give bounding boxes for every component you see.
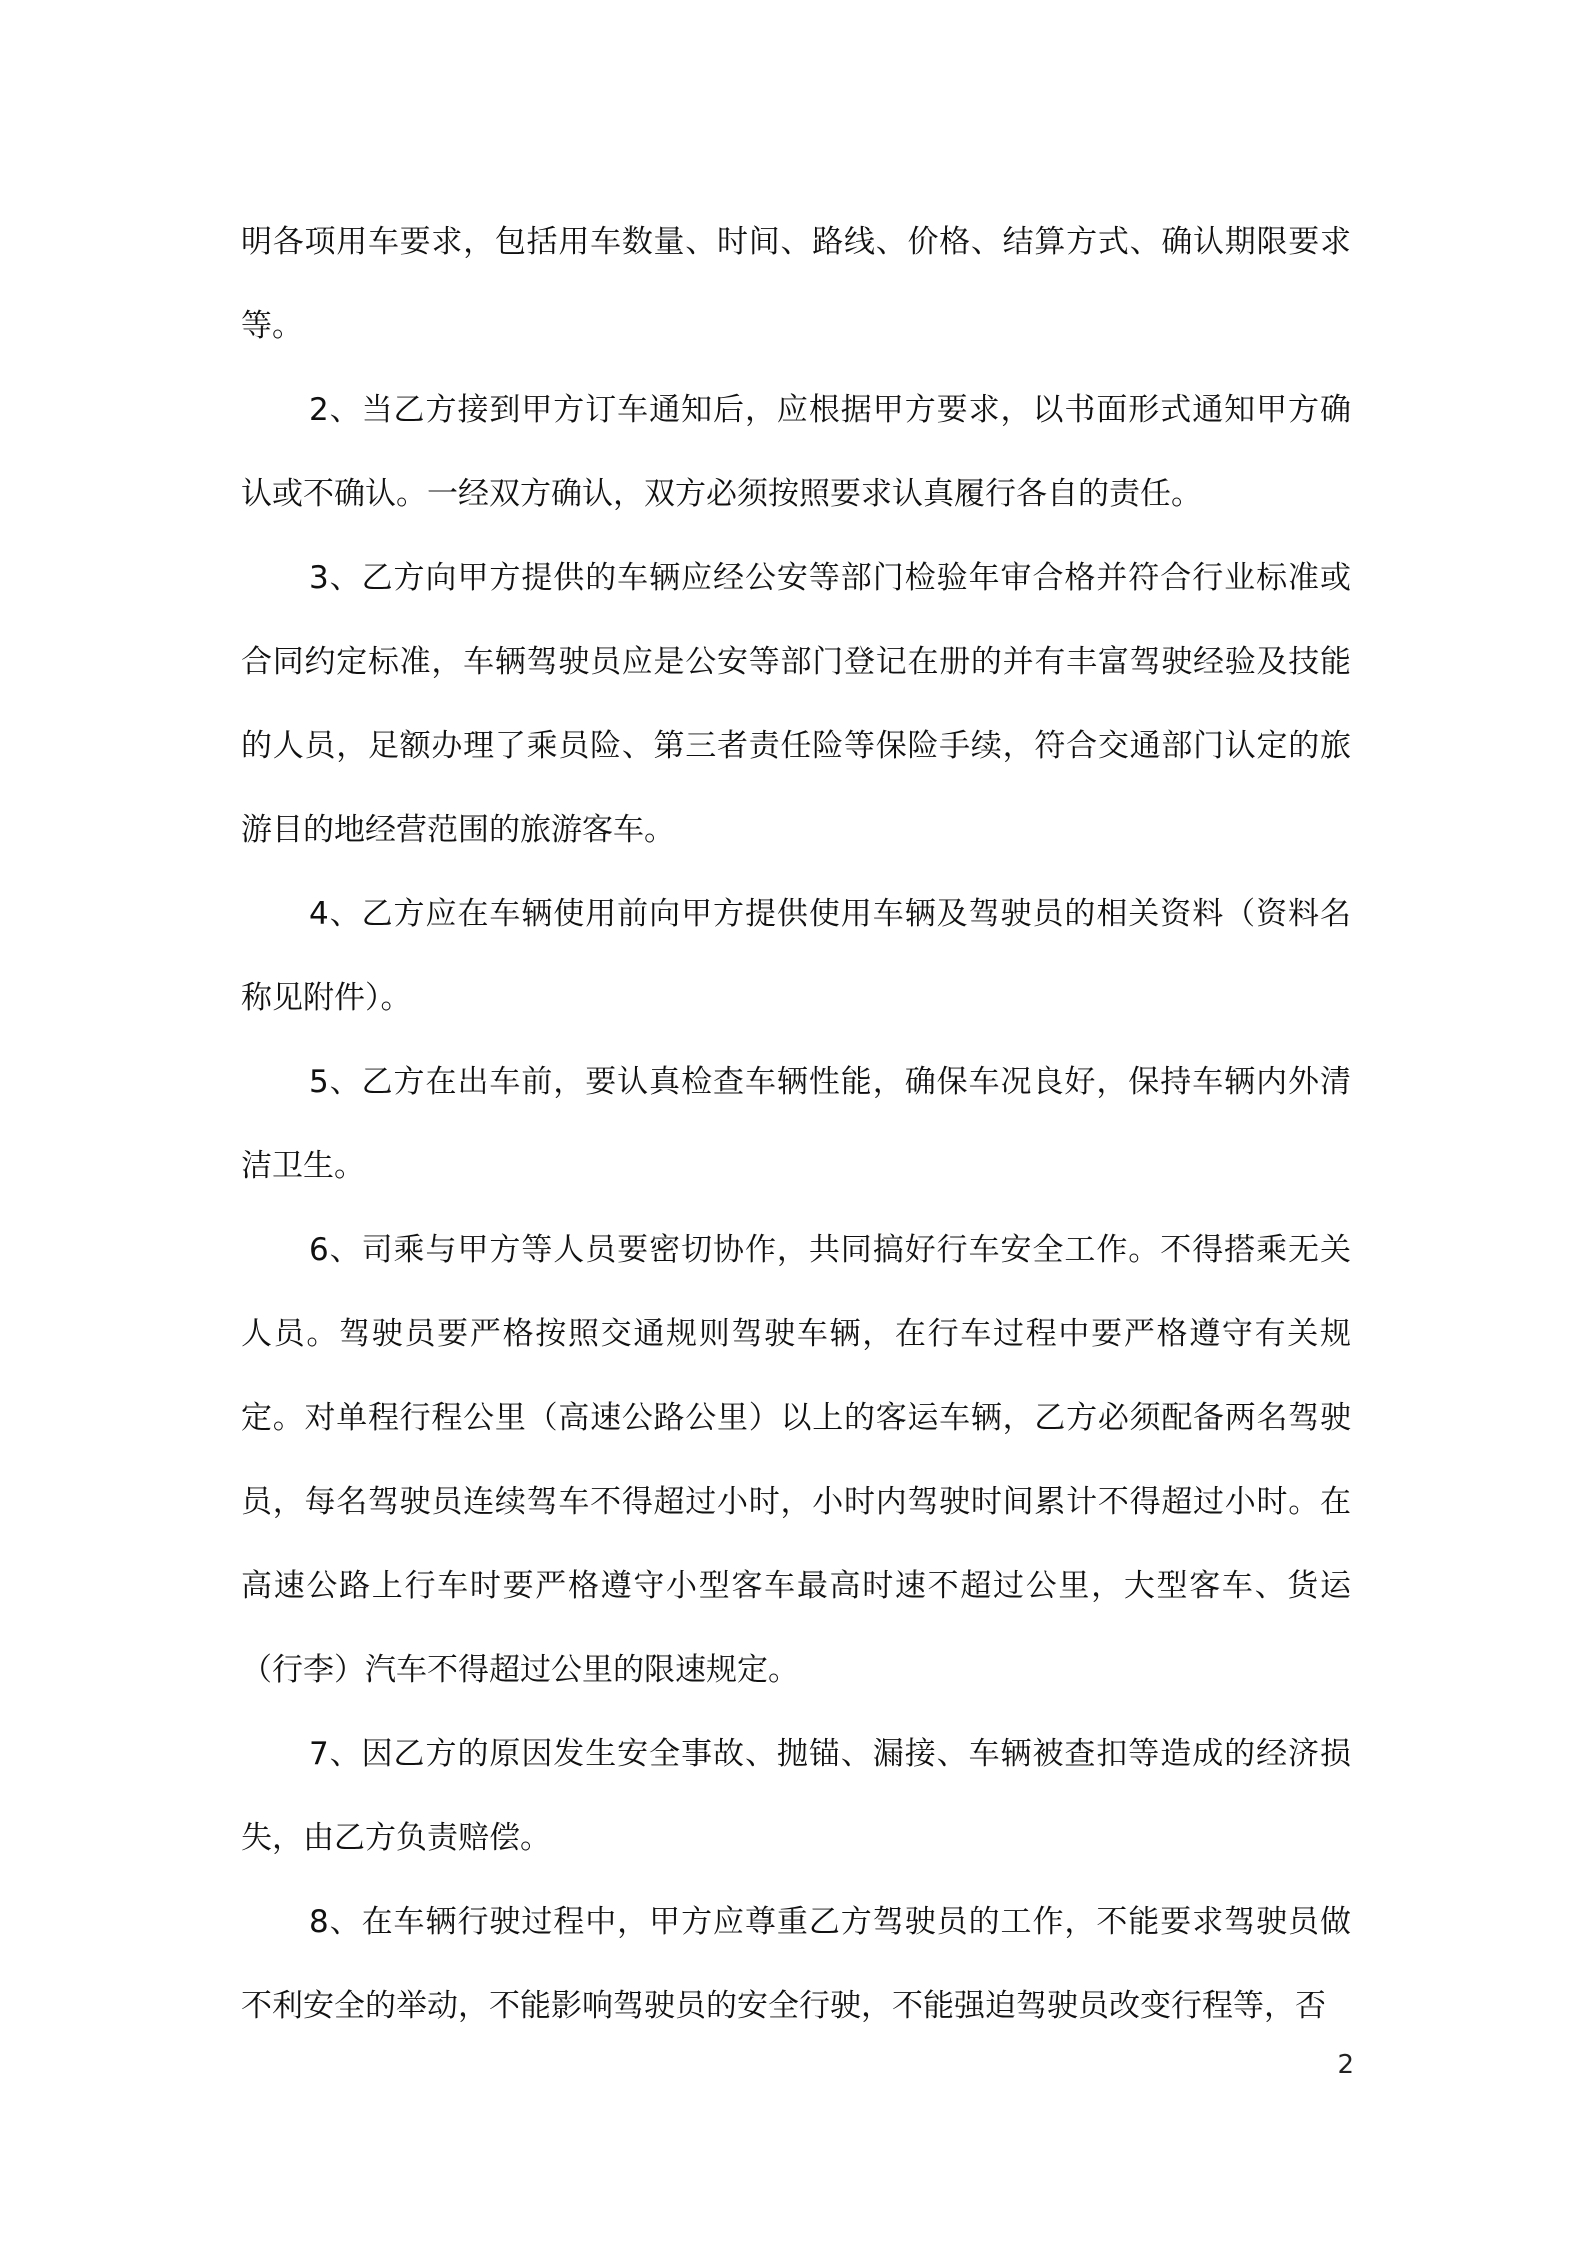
paragraph-clause-8: 8、在车辆行驶过程中，甲方应尊重乙方驾驶员的工作，不能要求驾驶员做不利安全的举动，不能影响驾驶员的安全行驶，不能强迫驾驶员改变行程等，否 [241, 1904, 1351, 2024]
paragraph-clause-4: 4、乙方应在车辆使用前向甲方提供使用车辆及驾驶员的相关资料（资料名称见附件）。 [241, 896, 1351, 1016]
page-number: 2 [1337, 2050, 1354, 2080]
paragraph-continuation: 明各项用车要求，包括用车数量、时间、路线、价格、结算方式、确认期限要求等。 [241, 224, 1351, 344]
paragraph-clause-7: 7、因乙方的原因发生安全事故、抛锚、漏接、车辆被查扣等造成的经济损失，由乙方负责赔偿。 [241, 1736, 1351, 1856]
paragraph-clause-2: 2、当乙方接到甲方订车通知后，应根据甲方要求，以书面形式通知甲方确认或不确认。一经双方确认，双方必须按照要求认真履行各自的责任。 [241, 392, 1351, 512]
paragraph-clause-3: 3、乙方向甲方提供的车辆应经公安等部门检验年审合格并符合行业标准或合同约定标准，车辆驾驶员应是公安等部门登记在册的并有丰富驾驶经验及技能的人员，足额办理了乘员险、第三者责任险等保险手续，符合交通部门认定的旅游目的地经营范围的旅游客车。 [241, 560, 1351, 848]
paragraph-clause-6: 6、司乘与甲方等人员要密切协作，共同搞好行车安全工作。不得搭乘无关人员。驾驶员要严格按照交通规则驾驶车辆，在行车过程中要严格遵守有关规定。对单程行程公里（高速公路公里）以上的客运车辆，乙方必须配备两名驾驶员，每名驾驶员连续驾车不得超过小时，小时内驾驶时间累计不得超过小时。在高速公路上行车时要严格遵守小型客车最高时速不超过公里，大型客车、货运（行李）汽车不得超过公里的限速规定。 [241, 1232, 1351, 1688]
document-body [241, 200, 1351, 2048]
paragraph-clause-5: 5、乙方在出车前，要认真检查车辆性能，确保车况良好，保持车辆内外清洁卫生。 [241, 1064, 1351, 1184]
